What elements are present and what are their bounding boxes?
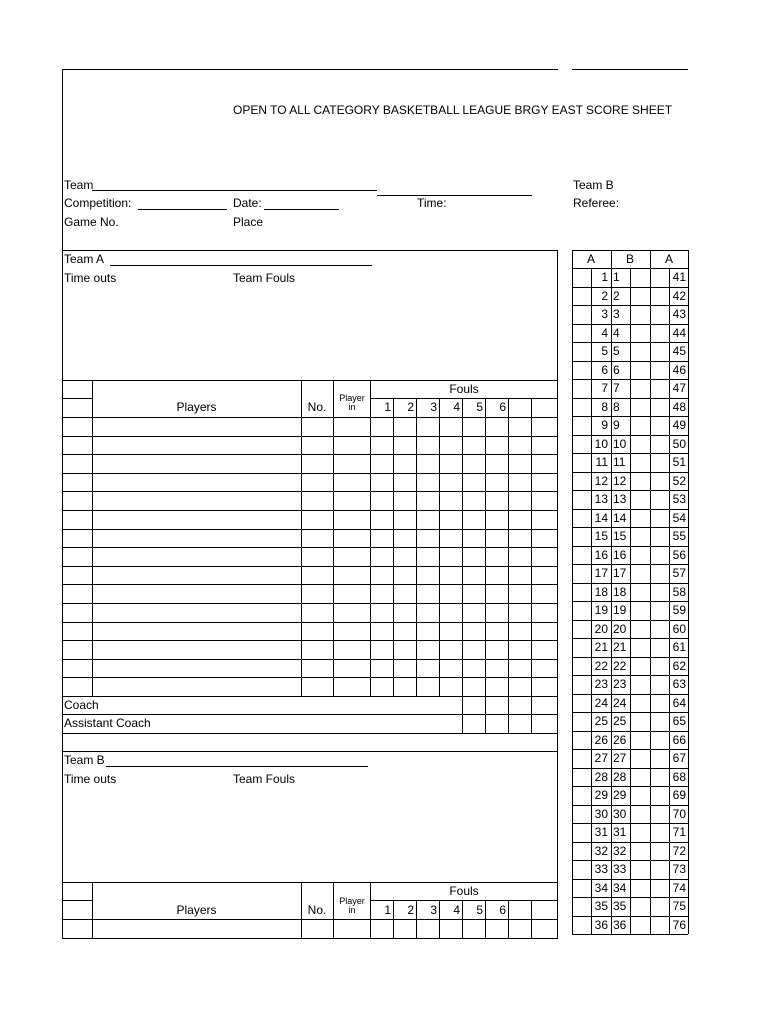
- score-a-number: 27: [594, 751, 608, 765]
- team-a-fouls-header: Fouls: [449, 382, 479, 396]
- score-a2-number: 43: [672, 307, 686, 321]
- score-a-number: 29: [594, 788, 608, 802]
- score-a2-number: 64: [672, 696, 686, 710]
- team-a-players-header: Players: [176, 400, 217, 414]
- team-a-row-line: [62, 529, 558, 530]
- team-a-row-line: [62, 510, 558, 511]
- score-a2-number: 56: [672, 548, 686, 562]
- score-a2-number: 41: [672, 270, 686, 284]
- team-a-player-in-header: Player in: [339, 393, 365, 412]
- team-a-coach-foul-col: [531, 696, 532, 733]
- score-a2-number: 60: [672, 622, 686, 636]
- score-a-number: 19: [594, 603, 608, 617]
- team-b-time-outs-label: Time outs: [64, 772, 117, 786]
- score-a-number: 36: [594, 918, 608, 932]
- score-b-number: 9: [613, 418, 620, 432]
- score-b-number: 34: [613, 881, 627, 895]
- score-b-number: 35: [613, 899, 627, 913]
- score-b-number: 21: [613, 640, 627, 654]
- score-a-number: 26: [594, 733, 608, 747]
- team-a-fouls-subheader-line: [370, 398, 558, 399]
- score-a2-number: 50: [672, 437, 686, 451]
- score-a2-number: 70: [672, 807, 686, 821]
- score-a2-number: 72: [672, 844, 686, 858]
- score-b-number: 25: [613, 714, 627, 728]
- score-a2-number: 45: [672, 344, 686, 358]
- score-a-number: 22: [594, 659, 608, 673]
- score-b-number: 22: [613, 659, 627, 673]
- score-col-line: [611, 250, 612, 934]
- team-a-foul-number: 2: [407, 400, 414, 414]
- score-a-number: 6: [601, 363, 608, 377]
- team-b-col-line: [301, 882, 302, 938]
- team-a-assistant-coach-label: Assistant Coach: [64, 716, 151, 730]
- referee-label: Referee:: [573, 196, 620, 210]
- score-a-number: 18: [594, 585, 608, 599]
- score-a-number: 1: [601, 270, 608, 284]
- team-b-no-header: No.: [307, 903, 327, 917]
- team-a-foul-number: 6: [499, 400, 506, 414]
- score-b-number: 36: [613, 918, 627, 932]
- score-b-number: 11: [613, 455, 626, 469]
- score-b-number: 19: [613, 603, 627, 617]
- main-right-border: [557, 250, 558, 939]
- score-a-number: 11: [595, 455, 608, 469]
- score-b-number: 32: [613, 844, 627, 858]
- score-b-number: 15: [613, 529, 627, 543]
- team-a-foul-col-line: [393, 398, 394, 696]
- team-b-foul-number: 1: [384, 903, 391, 917]
- score-b-number: 7: [613, 381, 620, 395]
- team-a-row-line: [62, 547, 558, 548]
- score-a-number: 5: [601, 344, 608, 358]
- score-b-number: 4: [613, 326, 620, 340]
- score-a2-number: 71: [672, 825, 686, 839]
- score-a2-number: 73: [672, 862, 686, 876]
- team-a-foul-col-line: [531, 398, 532, 696]
- score-a-number: 23: [594, 677, 608, 691]
- score-a-number: 28: [594, 770, 608, 784]
- score-b-number: 33: [613, 862, 627, 876]
- team-a-coach-foul-col: [485, 696, 486, 733]
- place-label: Place: [233, 215, 264, 229]
- team-b-foul-number: 6: [499, 903, 506, 917]
- score-grid-top: [572, 250, 688, 251]
- score-b-number: 5: [613, 344, 620, 358]
- team-a-row-line: [62, 622, 558, 623]
- score-a2-number: 74: [672, 881, 686, 895]
- team-b-foul-number: 5: [476, 903, 483, 917]
- team-b-col-line: [333, 882, 334, 938]
- score-a-number: 21: [594, 640, 608, 654]
- score-a2-number: 68: [672, 770, 686, 784]
- team-b-foul-number: 2: [407, 903, 414, 917]
- score-a-number: 7: [601, 381, 608, 395]
- team-a-foul-number: 5: [476, 400, 483, 414]
- team-a-row-line: [62, 696, 558, 697]
- team-a-row-line: [62, 659, 558, 660]
- team-a-row-line: [62, 677, 558, 678]
- team-b-left-cell-line: [62, 900, 93, 901]
- team-a-foul-number: 4: [453, 400, 460, 414]
- score-header-b: B: [625, 252, 634, 266]
- team-a-coach-label: Coach: [64, 698, 99, 712]
- score-a2-number: 51: [672, 455, 686, 469]
- competition-label: Competition:: [64, 196, 132, 210]
- score-a-number: 14: [594, 511, 608, 525]
- team-a-time-outs-label: Time outs: [64, 271, 117, 285]
- score-b-number: 12: [613, 474, 627, 488]
- score-a2-number: 54: [672, 511, 686, 525]
- score-a2-number: 69: [672, 788, 686, 802]
- team-b-fouls-subheader-line: [370, 900, 558, 901]
- team-b-foul-col-line: [531, 900, 532, 938]
- team-b-foul-number: 3: [430, 903, 437, 917]
- score-b-number: 14: [613, 511, 627, 525]
- team-a-label: Team A: [64, 252, 105, 266]
- team-a-bottom-line: [62, 751, 558, 752]
- team-a-no-header: No.: [307, 400, 327, 414]
- score-col-line: [630, 268, 631, 934]
- team-underline-2: [377, 195, 532, 196]
- team-b-underline: [106, 766, 368, 767]
- score-a-number: 33: [594, 862, 608, 876]
- score-header-a1: A: [586, 252, 595, 266]
- team-a-row-line: [62, 436, 558, 437]
- team-a-team-fouls-label: Team Fouls: [233, 271, 296, 285]
- team-a-row-line: [62, 603, 558, 604]
- score-b-number: 2: [613, 289, 620, 303]
- score-b-number: 13: [613, 492, 627, 506]
- score-a2-number: 66: [672, 733, 686, 747]
- score-a2-number: 61: [672, 640, 686, 654]
- team-b-players-header: Players: [176, 903, 217, 917]
- team-a-foul-col-line: [508, 398, 509, 696]
- score-a2-number: 63: [672, 677, 686, 691]
- score-a2-number: 57: [672, 566, 686, 580]
- score-a2-number: 62: [672, 659, 686, 673]
- competition-underline: [138, 209, 227, 210]
- score-b-number: 6: [613, 363, 620, 377]
- score-b-number: 16: [613, 548, 627, 562]
- score-a2-number: 46: [672, 363, 686, 377]
- team-a-col-line: [333, 380, 334, 696]
- score-a2-number: 58: [672, 585, 686, 599]
- score-b-number: 29: [613, 788, 627, 802]
- score-b-number: 1: [613, 270, 620, 284]
- team-b-label: Team B: [64, 753, 105, 767]
- score-a-number: 17: [594, 566, 608, 580]
- score-a2-number: 47: [672, 381, 686, 395]
- score-a2-number: 75: [672, 899, 686, 913]
- score-b-number: 20: [613, 622, 627, 636]
- team-a-row-line: [62, 640, 558, 641]
- team-a-col-line: [92, 380, 93, 696]
- score-a-number: 24: [594, 696, 608, 710]
- score-a2-number: 52: [672, 474, 686, 488]
- score-a-number: 31: [594, 825, 608, 839]
- date-underline: [264, 209, 339, 210]
- score-col-line: [572, 250, 573, 934]
- team-b-header-bottom: [62, 919, 558, 920]
- score-a-number: 3: [601, 307, 608, 321]
- team-b-col-line: [92, 882, 93, 938]
- team-a-row-line: [62, 491, 558, 492]
- score-a-number: 16: [594, 548, 608, 562]
- team-a-grid-top: [62, 380, 558, 381]
- score-a-number: 13: [594, 492, 608, 506]
- score-col-line: [688, 250, 689, 934]
- team-b-foul-col-line: [508, 900, 509, 938]
- score-a2-number: 65: [672, 714, 686, 728]
- page-title: OPEN TO ALL CATEGORY BASKETBALL LEAGUE BRGY EAST SCORE SHEET: [233, 103, 673, 117]
- score-col-line: [650, 250, 651, 934]
- score-a-number: 12: [594, 474, 608, 488]
- score-a-number: 34: [594, 881, 608, 895]
- score-a-number: 4: [601, 326, 608, 340]
- score-a-number: 2: [601, 289, 608, 303]
- team-a-coach-line: [62, 714, 558, 715]
- team-a-foul-col-line: [416, 398, 417, 696]
- score-a2-number: 53: [672, 492, 686, 506]
- score-b-number: 18: [613, 585, 627, 599]
- score-a-number: 32: [594, 844, 608, 858]
- team-a-coach-foul-col: [508, 696, 509, 733]
- team-b-team-fouls-label: Team Fouls: [233, 772, 296, 786]
- score-b-number: 30: [613, 807, 627, 821]
- top-border-right: [572, 69, 688, 70]
- score-a-number: 30: [594, 807, 608, 821]
- score-a-number: 25: [594, 714, 608, 728]
- score-b-number: 10: [613, 437, 627, 451]
- score-a-number: 35: [594, 899, 608, 913]
- team-a-left-cell-line: [62, 398, 93, 399]
- score-b-number: 8: [613, 400, 620, 414]
- score-a-number: 15: [594, 529, 608, 543]
- team-a-row-line: [62, 566, 558, 567]
- team-a-header-bottom: [62, 417, 558, 418]
- score-a2-number: 59: [672, 603, 686, 617]
- team-a-asst-line: [62, 733, 558, 734]
- team-b-fouls-header: Fouls: [449, 884, 479, 898]
- score-a2-number: 76: [672, 918, 686, 932]
- date-label: Date:: [233, 196, 262, 210]
- team-b-grid-top: [62, 882, 558, 883]
- team-a-foul-col-line: [439, 398, 440, 696]
- team-b-row-line: [62, 938, 558, 939]
- team-a-foul-number: 1: [384, 400, 391, 414]
- score-header-a2: A: [664, 252, 673, 266]
- score-a2-number: 67: [672, 751, 686, 765]
- top-border-left: [62, 69, 558, 70]
- team-a-foul-number: 3: [430, 400, 437, 414]
- team-a-coach-foul-col: [462, 696, 463, 733]
- team-a-col-line: [370, 380, 371, 696]
- score-b-number: 3: [613, 307, 620, 321]
- game-no-label: Game No.: [64, 215, 119, 229]
- team-underline: [92, 190, 377, 191]
- team-a-row-line: [62, 454, 558, 455]
- score-a2-number: 55: [672, 529, 686, 543]
- score-b-number: 17: [613, 566, 627, 580]
- team-a-underline: [110, 265, 372, 266]
- score-a-number: 8: [601, 400, 608, 414]
- score-row-line: [572, 934, 688, 935]
- team-label: Team: [64, 178, 94, 192]
- score-a2-number: 49: [672, 418, 686, 432]
- team-a-top-border: [62, 250, 558, 251]
- score-b-number: 31: [613, 825, 627, 839]
- team-b-player-in-header: Player in: [339, 896, 365, 915]
- team-b-header-label: Team B: [573, 178, 614, 192]
- score-a2-number: 42: [672, 289, 686, 303]
- score-a-number: 9: [601, 418, 608, 432]
- score-b-number: 27: [613, 751, 627, 765]
- score-b-number: 26: [613, 733, 627, 747]
- score-b-number: 24: [613, 696, 627, 710]
- team-a-foul-col-line: [485, 398, 486, 696]
- score-a2-number: 48: [672, 400, 686, 414]
- team-a-row-line: [62, 473, 558, 474]
- team-a-col-line: [301, 380, 302, 696]
- team-a-foul-col-line: [462, 398, 463, 696]
- team-b-foul-number: 4: [453, 903, 460, 917]
- team-a-row-line: [62, 584, 558, 585]
- score-a-number: 20: [594, 622, 608, 636]
- score-a-number: 10: [594, 437, 608, 451]
- score-b-number: 23: [613, 677, 627, 691]
- score-b-number: 28: [613, 770, 627, 784]
- time-label: Time:: [417, 196, 447, 210]
- left-border: [62, 69, 63, 939]
- score-a2-number: 44: [672, 326, 686, 340]
